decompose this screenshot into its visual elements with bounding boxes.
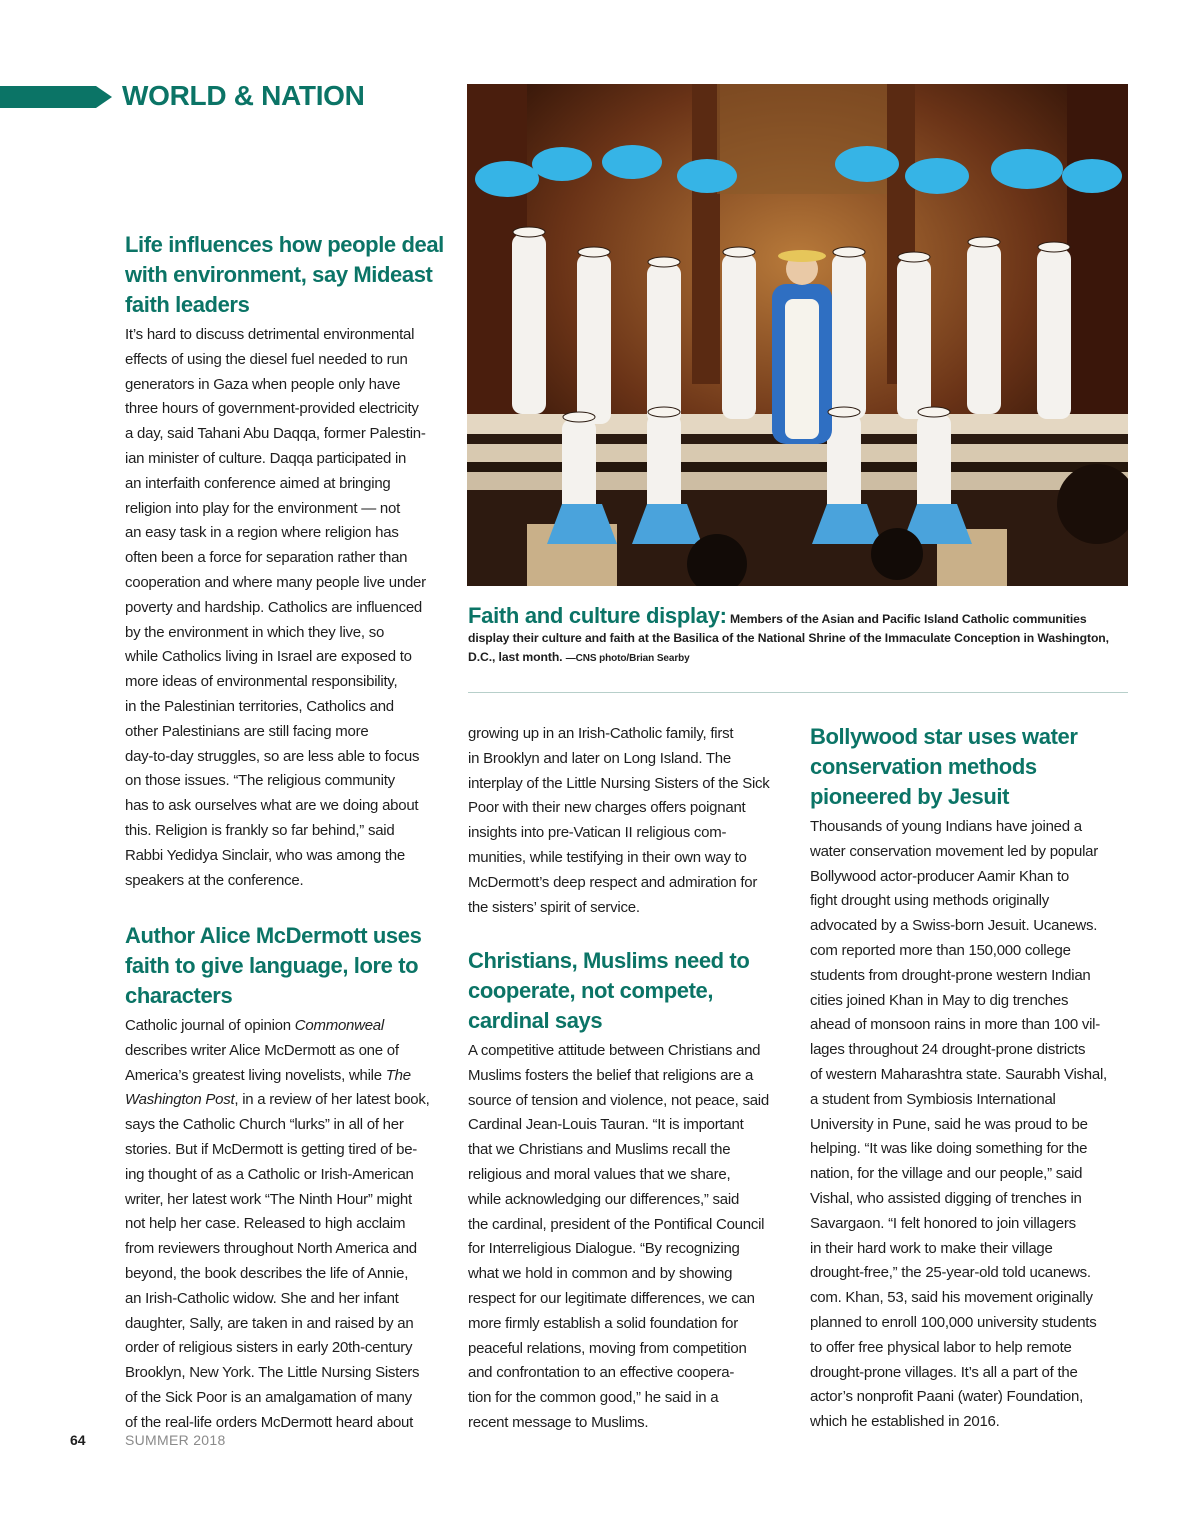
text-line: helping. “It was like doing something for the	[810, 1140, 1088, 1158]
text-line: advocated by a Swiss-born Jesuit. Ucanews.	[810, 917, 1098, 935]
text-line: order of religious sisters in early 20th-century	[125, 1339, 413, 1357]
text-line: poverty and hardship. Catholics are influenced	[125, 598, 423, 616]
text-line: Savargaon. “I felt honored to join villagers	[810, 1214, 1076, 1232]
text-line: Cardinal Jean-Louis Tauran. “It is important	[468, 1116, 744, 1134]
text-line: actor’s nonprofit Paani (water) Foundation,	[810, 1388, 1084, 1406]
text-line: Catholic journal of opinion Commonweal	[125, 1017, 384, 1034]
text-line: day-to-day struggles, so are less able to focus	[125, 747, 420, 765]
text-line: which he established in 2016.	[810, 1413, 1000, 1431]
text-line: insights into pre-Vatican II religious com-	[468, 824, 727, 842]
text-line: speakers at the conference.	[125, 871, 304, 889]
text-line: fight drought using methods originally	[810, 892, 1049, 910]
text-line: in Brooklyn and later on Long Island. The	[468, 749, 731, 767]
text-line: students from drought-prone western Indian	[810, 966, 1091, 984]
text-line: writer, her latest work “The Ninth Hour” might	[125, 1190, 412, 1208]
text-line: and confrontation to an effective coopera-	[468, 1364, 735, 1382]
text-line: more firmly establish a solid foundation for	[468, 1314, 738, 1332]
text-line: com. Khan, 53, said his movement originally	[810, 1289, 1093, 1307]
text-line: an easy task in a region where religion has	[125, 524, 399, 542]
photo-credit: —CNS photo/Brian Searby	[565, 653, 690, 664]
text-line: generators in Gaza when people only have	[125, 375, 401, 393]
text-line: not help her case. Released to high acclaim	[125, 1215, 406, 1233]
text-line: recent message to Muslims.	[468, 1413, 649, 1431]
text-line: Washington Post, in a review of her latest book,	[125, 1091, 430, 1109]
text-line: a day, said Tahani Abu Daqqa, former Palestin-	[125, 425, 426, 443]
text-line: an interfaith conference aimed at bringing	[125, 474, 391, 492]
text-line: describes writer Alice McDermott as one of	[125, 1041, 399, 1059]
text-line: in their hard work to make their village	[810, 1239, 1053, 1257]
text-line: Poor with their new charges offers poignant	[468, 799, 746, 817]
text-line: more ideas of environmental responsibility,	[125, 673, 398, 691]
text-line: ahead of monsoon rains in more than 100 vil-	[810, 1016, 1101, 1034]
text-line: drought-free,” the 25-year-old told ucanews.	[810, 1264, 1091, 1282]
issue-label: SUMMER 2018	[125, 1432, 226, 1448]
text-line: Rabbi Yedidya Sinclair, who was among the	[125, 846, 405, 864]
text-line: while Catholics living in Israel are exposed to	[125, 648, 412, 666]
text-line: an Irish-Catholic widow. She and her infant	[125, 1289, 399, 1307]
text-line: ing thought of as a Catholic or Irish-American	[125, 1165, 414, 1183]
article-bollywood-body	[810, 815, 1107, 1435]
text-line: interplay of the Little Nursing Sisters of the Sick	[468, 774, 770, 792]
article-mcdermott-continuation	[468, 722, 770, 920]
text-line: stories. But if McDermott is getting tired of be-	[125, 1140, 418, 1158]
text-line: of western Maharashtra state. Saurabh Vishal,	[810, 1065, 1107, 1083]
caption-title: Faith and culture display:	[468, 603, 727, 628]
text-line: cities joined Khan in May to dig trenches	[810, 991, 1069, 1009]
text-line: for Interreligious Dialogue. “By recognizing	[468, 1240, 740, 1258]
photo-caption	[468, 603, 1128, 668]
text-line: what we hold in common and by showing	[468, 1265, 733, 1283]
headline-christians-muslims: Christians, Muslims need to cooperate, not compete, cardinal says	[468, 948, 750, 1033]
text-line: of the real-life orders McDermott heard about	[125, 1413, 414, 1431]
photo-illustration	[467, 84, 1128, 586]
text-line: water conservation movement led by popular	[810, 842, 1098, 860]
text-line: has to ask ourselves what are we doing about	[125, 797, 419, 815]
text-line: munities, while testifying in their own way to	[468, 848, 747, 866]
article-mcdermott-body	[125, 1014, 430, 1436]
caption-divider	[468, 692, 1128, 693]
text-line: cooperation and where many people live under	[125, 573, 426, 591]
text-line: respect for our legitimate differences, we can	[468, 1289, 755, 1307]
article-environment-body	[125, 323, 426, 893]
text-line: to offer free physical labor to help remote	[810, 1338, 1072, 1356]
text-line: says the Catholic Church “lurks” in all of her	[125, 1116, 404, 1134]
text-line: Bollywood actor-producer Aamir Khan to	[810, 867, 1069, 885]
text-line: America’s greatest living novelists, while The	[125, 1066, 411, 1084]
text-line: growing up in an Irish-Catholic family, first	[468, 725, 734, 742]
headline-bollywood: Bollywood star uses water conservation methods pioneered by Jesuit	[810, 724, 1078, 809]
text-line: that we Christians and Muslims recall the	[468, 1141, 731, 1159]
text-line: effects of using the diesel fuel needed to run	[125, 350, 408, 368]
headline-environment: Life influences how people deal with environment, say Mideast faith leaders	[125, 232, 444, 317]
headline-mcdermott: Author Alice McDermott uses faith to give language, lore to characters	[125, 923, 422, 1008]
section-tab	[0, 86, 112, 108]
text-line: by the environment in which they live, so	[125, 623, 385, 641]
text-line: Muslims fosters the belief that religions are a	[468, 1066, 754, 1084]
text-line: religion into play for the environment — not	[125, 499, 400, 517]
photo	[467, 84, 1128, 586]
text-line: It’s hard to discuss detrimental environmental	[125, 326, 415, 343]
text-line: a student from Symbiosis International	[810, 1090, 1056, 1108]
caption-text: Members of the Asian and Pacific Island Catholic communities display their culture and faith at the Basilica of the National Shrine of the Immaculate Conception in Washington, D.C., last month.	[468, 612, 1109, 664]
text-line: other Palestinians are still facing more	[125, 722, 369, 740]
text-line: the cardinal, president of the Pontifical Council	[468, 1215, 765, 1233]
text-line: in the Palestinian territories, Catholics and	[125, 697, 394, 715]
text-line: peaceful relations, moving from competition	[468, 1339, 747, 1357]
text-line: religious and moral values that we share,	[468, 1165, 731, 1183]
section-title: WORLD & NATION	[122, 80, 365, 111]
article-christians-muslims-body	[468, 1039, 769, 1436]
text-line: com reported more than 150,000 college	[810, 941, 1071, 959]
text-line: nation, for the village and our people,” said	[810, 1165, 1083, 1183]
text-line: tion for the common good,” he said in a	[468, 1389, 719, 1407]
text-line: the sisters’ spirit of service.	[468, 898, 640, 916]
text-line: source of tension and violence, not peace, said	[468, 1091, 769, 1109]
text-line: Brooklyn, New York. The Little Nursing Sisters	[125, 1364, 420, 1382]
text-line: often been a force for separation rather than	[125, 549, 408, 567]
text-line: drought-prone villages. It’s all a part of the	[810, 1363, 1078, 1381]
text-line: planned to enroll 100,000 university students	[810, 1313, 1097, 1331]
text-line: lages throughout 24 drought-prone districts	[810, 1041, 1086, 1059]
text-line: A competitive attitude between Christians and	[468, 1042, 761, 1059]
text-line: ian minister of culture. Daqqa participated in	[125, 449, 407, 467]
text-line: Vishal, who assisted digging of trenches in	[810, 1189, 1082, 1207]
text-line: on those issues. “The religious community	[125, 772, 395, 790]
text-line: from reviewers throughout North America and	[125, 1240, 417, 1258]
text-line: University in Pune, said he was proud to be	[810, 1115, 1088, 1133]
text-line: while acknowledging our differences,” said	[468, 1190, 740, 1208]
text-line: three hours of government-provided electricity	[125, 400, 419, 418]
text-line: beyond, the book describes the life of Annie,	[125, 1264, 409, 1282]
page-number: 64	[70, 1432, 86, 1448]
text-line: of the Sick Poor is an amalgamation of many	[125, 1388, 412, 1406]
text-line: Thousands of young Indians have joined a	[810, 818, 1082, 835]
text-line: this. Religion is frankly so far behind,” said	[125, 821, 395, 839]
text-line: McDermott’s deep respect and admiration for	[468, 873, 758, 891]
text-line: daughter, Sally, are taken in and raised by an	[125, 1314, 414, 1332]
